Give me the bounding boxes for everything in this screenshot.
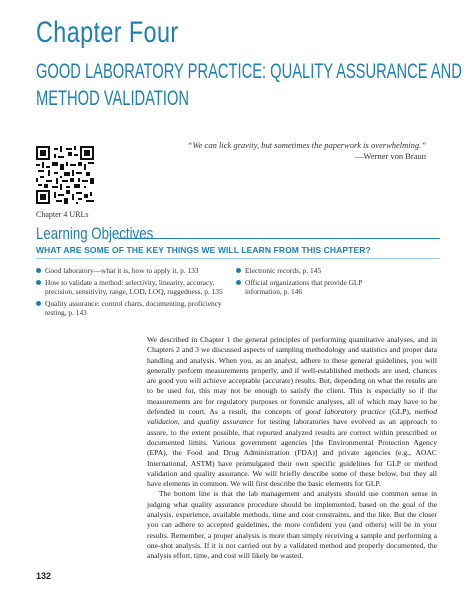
- body-paragraph-2: The bottom line is that the lab management and analysts should use common sense in judging what quality assurance procedure should be implemented, based on the goal of the analysis, experience, available methods, time and cost constraints, and the like. But the closer you can adhere to accepted guidelines, the more confident you (and others) will be in your results. Remember, a proper analysis is more than simply receiving a sample and performing a one-shot analysis. If it is not carried out by a validated method and properly documented, the analysis effort, time, and cost will likely be wasted.: [147, 489, 437, 561]
- epigraph-attribution: —Werner von Braun: [354, 151, 426, 161]
- bullet-icon: [236, 268, 241, 273]
- chapter-urls-label: Chapter 4 URLs: [36, 210, 89, 219]
- body-paragraph-1: [147, 335, 437, 489]
- body-text-run: for testing laboratories have evolved as an approach to assure, to the extent possible, that reported analyzed results are correct within prescribed or documented limits. Various government agencies [the Environmental Protection Agency (EPA), the Food and Drug Administration (FDA)] and private agencies (e.g., AOAC International, ASTM) have promulgated their own specific guidelines for GLP or method validation and quality assurance. We will briefly describe some of these below, but they all have elements in common. We will first describe the basic elements for GLP.: [147, 417, 437, 489]
- list-item: [36, 266, 226, 276]
- list-item: [236, 278, 396, 297]
- objective-text: How to validate a method: selectivity, linearity, accuracy, precision, sensitivity, range, LOD, LOQ, ruggedness, p. 135: [45, 277, 223, 296]
- objective-text: Good laboratory—what it is, how to apply it, p. 133: [45, 266, 199, 275]
- page-number: 132: [36, 571, 52, 581]
- body-text: [147, 335, 437, 562]
- qr-code-icon[interactable]: [36, 146, 94, 204]
- objective-text: Official organizations that provide GLP information, p. 146: [245, 277, 363, 296]
- epigraph: [146, 140, 426, 162]
- bullet-icon: [36, 268, 41, 273]
- learning-objectives-heading: Learning Objectives: [36, 224, 154, 243]
- body-text-run: (GLP),: [385, 407, 415, 417]
- bullet-icon: [36, 280, 41, 285]
- list-item: [36, 299, 226, 318]
- chapter-label: Chapter Four: [36, 16, 179, 49]
- chapter-title: [36, 58, 462, 112]
- term-method-validation: method validation: [147, 407, 437, 427]
- subheading-rule: [36, 258, 440, 259]
- body-text-run: , and: [177, 417, 198, 427]
- chapter-title-line-1: GOOD LABORATORY PRACTICE: QUALITY ASSURANCE AND: [36, 60, 462, 83]
- learning-objectives-subheading: WHAT ARE SOME OF THE KEY THINGS WE WILL LEARN FROM THIS CHAPTER?: [36, 245, 371, 255]
- term-quality-assurance: quality assurance: [197, 417, 254, 427]
- epigraph-quote: “We can lick gravity, but sometimes the paperwork is overwhelming.”: [187, 140, 426, 150]
- objective-text: Quality assurance: control charts, documenting, proficiency testing, p. 143: [45, 298, 222, 317]
- list-item: [36, 278, 226, 297]
- objectives-right-list: [236, 266, 396, 299]
- body-text-run: We described in Chapter 1 the general principles of performing quantitative analyses, and in Chapters 2 and 3 we discussed aspects of sampling methodology and statistics and proper data handling and analysis. When you, as an analyst, adhere to these general guidelines, you will generally perform measurements properly, and if well-established methods are used, chances are good you will achieve acceptable (accurate) results. But, depending on what the results are to be used for, this may not be enough to satisfy the client. This is especially so if the measurements are for regulatory purposes or forensic analyses, all of which may have to be defended in court. As a result, the concepts of: [147, 335, 437, 417]
- list-item: [236, 266, 396, 276]
- bullet-icon: [236, 280, 241, 285]
- term-glp: good laboratory practice: [305, 407, 386, 417]
- bullet-icon: [36, 301, 41, 306]
- chapter-title-line-2: METHOD VALIDATION: [36, 87, 190, 110]
- objectives-left-list: [36, 266, 226, 320]
- heading-rule: [118, 238, 440, 239]
- objective-text: Electronic records, p. 145: [245, 266, 322, 275]
